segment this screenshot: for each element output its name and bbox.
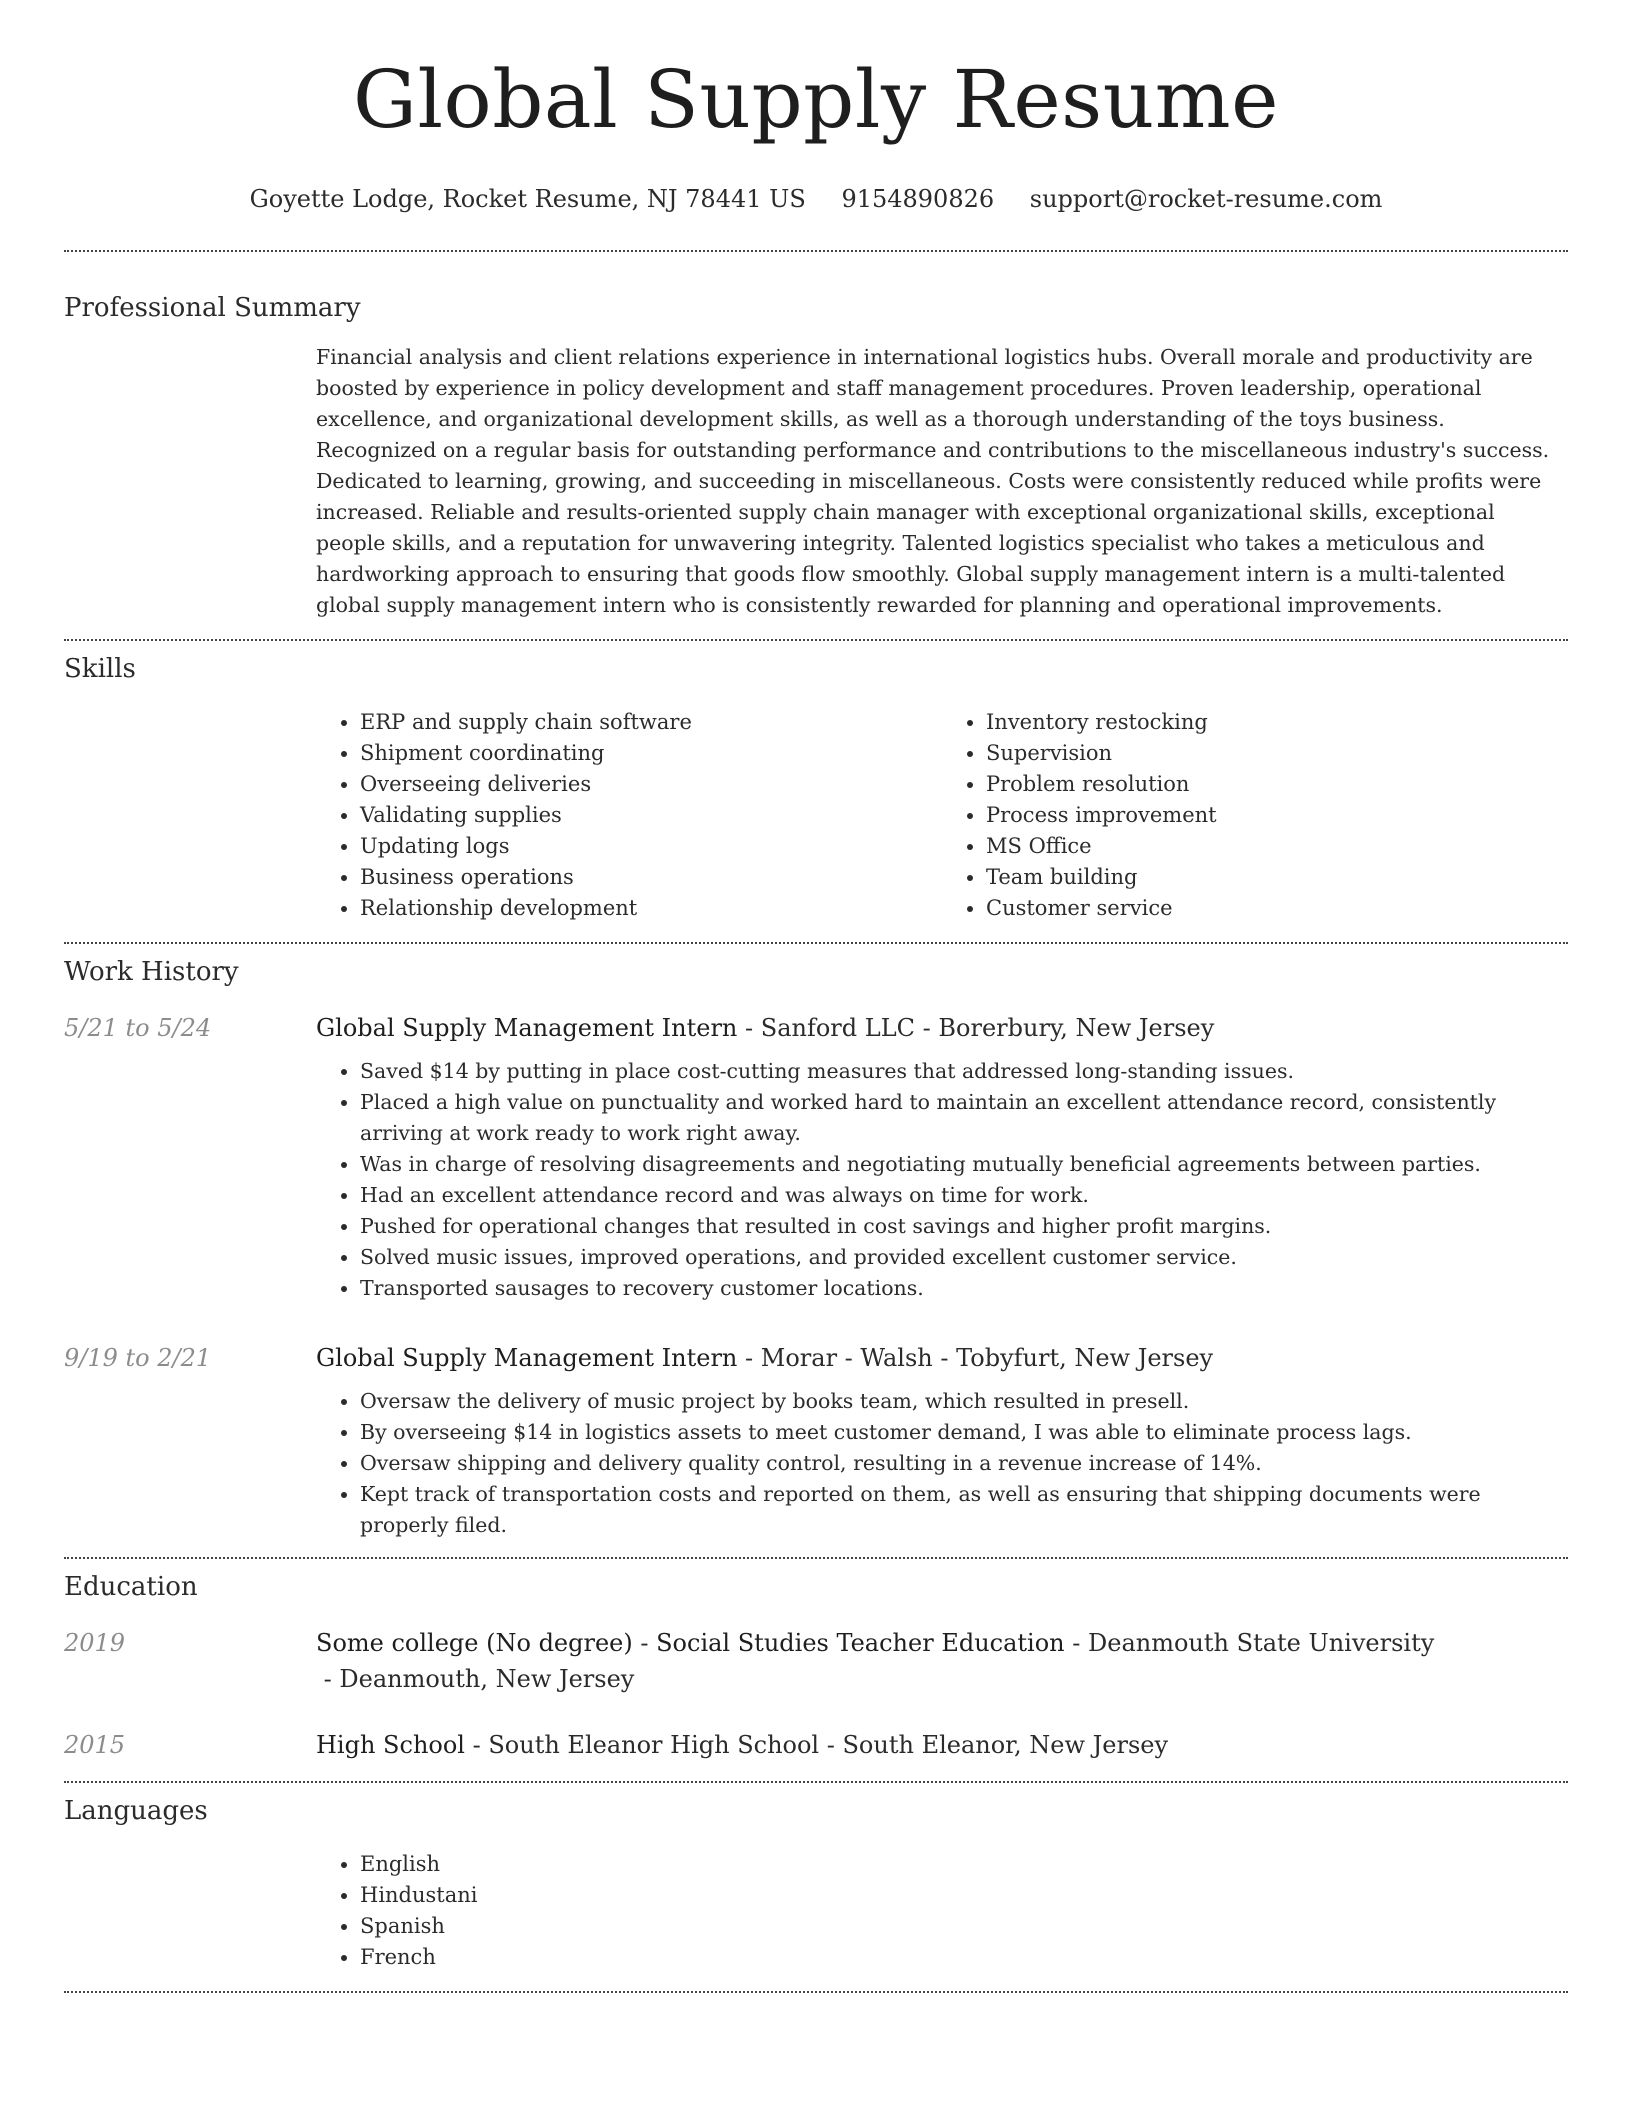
education-entry: [64, 1727, 1568, 1763]
job-bullets: [316, 1056, 1568, 1304]
job-bullets: [316, 1386, 1568, 1541]
contact-phone: 9154890826: [841, 185, 995, 213]
skill-item: • MS Office: [986, 831, 1568, 862]
skill-item: • Problem resolution: [986, 769, 1568, 800]
skill-item: • Customer service: [986, 893, 1568, 924]
separator: -: [316, 1665, 340, 1693]
education-entry: [64, 1625, 1568, 1697]
job-location: Borerbury, New Jersey: [938, 1014, 1215, 1042]
summary-text: Financial analysis and client relations experience in international logistics hubs. Overall morale and productivity are boosted by experience in policy development and staff management procedures. Proven leadership, operational excellence, and organizational development skills, as well as a thorough understanding of the toys business. Recognized on a regular basis for outstanding performance and contributions to the miscellaneous industry's success. Dedicated to learning, growing, and succeeding in miscellaneous. Costs were consistently reduced while profits were increased. Reliable and results-oriented supply chain manager with exceptional organizational skills, exceptional people skills, and a reputation for unwavering integrity. Talented logistics specialist who takes a meticulous and hardworking approach to ensuring that goods flow smoothly. Global supply management intern is a multi-talented global supply management intern who is consistently rewarded for planning and operational improvements.: [316, 345, 1550, 617]
skill-item: • Business operations: [360, 862, 942, 893]
job-bullet: • Was in charge of resolving disagreements and negotiating mutually beneficial agreements between parties.: [360, 1149, 1568, 1180]
job-role: Global Supply Management Intern: [316, 1344, 738, 1372]
contact-email: support@rocket-resume.com: [1029, 185, 1383, 213]
separator: -: [915, 1014, 939, 1042]
work-title: Work History: [64, 957, 239, 987]
job-bullet: • Saved $14 by putting in place cost-cutting measures that addressed long-standing issues.: [360, 1056, 1568, 1087]
job-bullet: • Had an excellent attendance record and was always on time for work.: [360, 1180, 1568, 1211]
summary-title: Professional Summary: [64, 293, 361, 323]
skill-item: • Updating logs: [360, 831, 942, 862]
language-item: • French: [360, 1942, 1568, 1973]
languages-section: [64, 1783, 1568, 1973]
job-bullet: • Solved music issues, improved operations, and provided excellent customer service.: [360, 1242, 1568, 1273]
job-title: [316, 1340, 1568, 1376]
skill-item: • Process improvement: [986, 800, 1568, 831]
language-item: • English: [360, 1849, 1568, 1880]
job-title: [316, 1010, 1568, 1046]
education-title: Education: [64, 1572, 198, 1602]
divider: [64, 1991, 1568, 1993]
job-location: Tobyfurt, New Jersey: [956, 1344, 1214, 1372]
education-year: 2019: [64, 1629, 126, 1657]
separator: -: [932, 1344, 957, 1372]
education-degree: Some college (No degree): [316, 1629, 633, 1657]
skills-title: Skills: [64, 654, 136, 684]
separator: -: [1064, 1629, 1089, 1657]
skill-item: • Inventory restocking: [986, 707, 1568, 738]
language-item: • Spanish: [360, 1911, 1568, 1942]
skills-list-left: [316, 707, 942, 924]
separator: -: [737, 1344, 761, 1372]
job-company: Morar - Walsh: [760, 1344, 933, 1372]
work-section: [64, 944, 1568, 1541]
job-bullet: • Placed a high value on punctuality and worked hard to maintain an excellent attendance record, consistently arriving at work ready to work right away.: [360, 1087, 1568, 1149]
skill-item: • Validating supplies: [360, 800, 942, 831]
resume-name: Global Supply Resume: [353, 53, 1279, 146]
job-bullet: • Pushed for operational changes that resulted in cost savings and higher profit margins.: [360, 1211, 1568, 1242]
skill-item: • Relationship development: [360, 893, 942, 924]
summary-section: [64, 252, 1568, 621]
skill-item: • Supervision: [986, 738, 1568, 769]
job-dates: 5/21 to 5/24: [64, 1014, 212, 1042]
separator: -: [819, 1731, 843, 1759]
skill-item: • Team building: [986, 862, 1568, 893]
skills-section: [64, 641, 1568, 924]
job-dates: 9/19 to 2/21: [64, 1344, 212, 1372]
education-year: 2015: [64, 1731, 126, 1759]
languages-title: Languages: [64, 1796, 208, 1826]
skill-item: • Shipment coordinating: [360, 738, 942, 769]
education-school: Deanmouth State University: [1088, 1629, 1435, 1657]
separator: -: [464, 1731, 489, 1759]
education-degree: High School: [316, 1731, 465, 1759]
separator: -: [632, 1629, 657, 1657]
skill-item: • ERP and supply chain software: [360, 707, 942, 738]
contact-address: Goyette Lodge, Rocket Resume, NJ 78441 US: [249, 185, 806, 213]
job-bullet: • By overseeing $14 in logistics assets to meet customer demand, I was able to eliminate process lags.: [360, 1417, 1568, 1448]
job-bullet: • Transported sausages to recovery customer locations.: [360, 1273, 1568, 1304]
education-section: [64, 1559, 1568, 1763]
job-bullet: • Oversaw shipping and delivery quality control, resulting in a revenue increase of 14%.: [360, 1448, 1568, 1479]
separator: -: [737, 1014, 761, 1042]
skill-item: • Overseeing deliveries: [360, 769, 942, 800]
education-school: South Eleanor High School: [488, 1731, 820, 1759]
languages-list: [316, 1849, 1568, 1973]
job-entry: [64, 1010, 1568, 1304]
education-location: Deanmouth, New Jersey: [339, 1665, 635, 1693]
job-company: Sanford LLC: [760, 1014, 916, 1042]
skills-list-right: [942, 707, 1568, 924]
job-bullet: • Kept track of transportation costs and reported on them, as well as ensuring that shipping documents were properly filed.: [360, 1479, 1568, 1541]
language-item: • Hindustani: [360, 1880, 1568, 1911]
job-bullet: • Oversaw the delivery of music project by books team, which resulted in presell.: [360, 1386, 1568, 1417]
education-title-line: [316, 1625, 1568, 1697]
education-location: South Eleanor, New Jersey: [842, 1731, 1169, 1759]
job-role: Global Supply Management Intern: [316, 1014, 738, 1042]
education-title-line: [316, 1727, 1568, 1763]
education-field: Social Studies Teacher Education: [656, 1629, 1065, 1657]
contact-line: [64, 184, 1568, 214]
job-entry: [64, 1340, 1568, 1541]
